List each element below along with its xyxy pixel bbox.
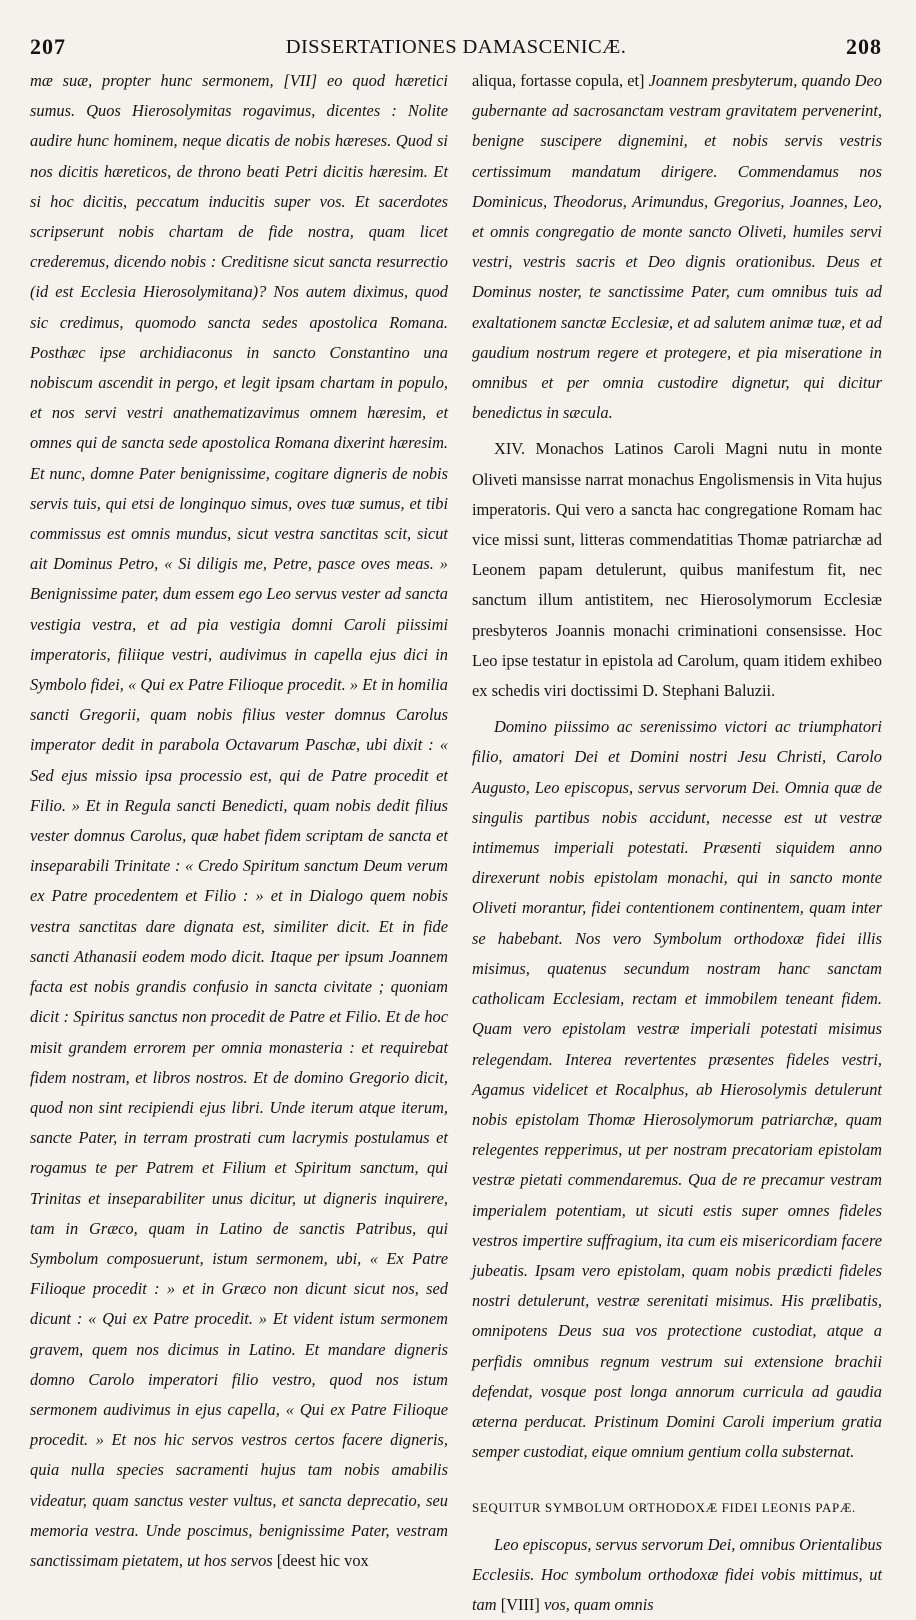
symbolum-paragraph — [472, 1530, 882, 1620]
leo-epistola-paragraph: Domino piissimo ac serenissimo victori ac triumphatori filio, amatori Dei et Domini nostri Jesu Christi, Carolo Augusto, Leo episcopus, servus servorum Dei. Omnia quæ de singulis partibus nobis accidunt, necesse est ut vestræ intimemus imperiali potestati. Præsenti siquidem anno direxerunt nobis epistolam monachi, qui in sancto monte Oliveti morantur, fidei contentionem continentem, quam inter se habebant. Nos vero Symbolum orthodoxæ fidei illis misimus, quatenus secundum nostram hanc sanctam catholicam Ecclesiam, rectam et immobilem teneant fidem. Quam vero epistolam vestræ imperiali potestati misimus relegendam. Interea revertentes præsentes fideles vestri, Agamus videlicet et Rocalphus, ab Hierosolymis detulerunt nobis epistolam Thomæ Hierosolymorum patriarchæ, quam relegentes repperimus, ut per nostram precatoriam epistolam vestræ pietati commendaremus. Qua de re precamur vestram imperialem potentiam, ut sicuti estis super omnes fideles vestros impertire suffragium, ita cum eis misericordiam facere jubeatis. Ipsam vero epistolam, quam nobis prædicti fideles nostri detulerunt, vestræ serenitati misimus. His prælibatis, omnipotens Deus sua vos protectione custodiat, atque a perfidis omnibus regnum vestrum sui extensione brachii defendat, vosque post longa annorum curricula ad gaudia æterna perducat. Pristinum Domini Caroli imperium gratia semper custodiat, eique omnium gentium colla substernat. — [472, 717, 882, 1462]
section-heading: SEQUITUR SYMBOLUM ORTHODOXÆ FIDEI LEONIS PAPÆ. — [472, 1500, 856, 1516]
page-number-left: 207 — [30, 34, 66, 59]
marker-viii: [VIII] — [500, 1594, 540, 1614]
left-paragraph: mæ suæ, propter hunc sermonem, [VII] eo quod hæretici sumus. Quos Hierosolymitas rogavimus, dicentes : Nolite audire hunc hominem, neque dicatis de nobis hæreses. Quod si nos dicitis hæreticos, de throno beati Petri dicitis hæresim. Et si hoc dicitis, peccatum inducitis super vos. Et sacerdotes scripserunt nobis chartam de fide nostra, quam licet crederemus, dicendo nobis : Creditisne sicut sancta resurrectio (id est Ecclesia Hierosolymitana)? Nos autem diximus, quod sic credimus, quomodo sancta sedes apostolica Romana. Posthæc ipse archidiaconus in sancto Constantino una nobiscum ascendit in pergo, et legit ipsam chartam in populo, et nos servi vestri anathematizavimus omnem hæresim, et omnes qui de sancta sede apostolica Romana dixerint hæresim. Et nunc, domne Pater benignissime, cogitare digneris de nobis servis tuis, qui etsi de longinquo simus, oves tuæ sumus, et tibi commissus est omnis mundus, sicut vestra sanctitas scit, sicut ait Dominus Petro, « Si diligis me, Petre, pasce oves meas. » Benignissime pater, dum essem ego Leo servus vester ad sancta vestigia vestra, et ad pia vestigia domni Caroli piissimi imperatoris, filiique vestri, audivimus in capella ejus dici in Symbolo fidei, « Qui ex Patre Filioque procedit. » Et in homilia sancti Gregorii, quam nobis filius vester domnus Carolus imperator dedit in parabola Octavarum Paschæ, ubi dixit : « Sed ejus missio ipsa processio est, qui de Patre procedit et Filio. » Et in Regula sancti Benedicti, quam nobis dedit filius vester domnus Carolus, quæ habet fidem scriptam de sancta et inseparabili Trinitate : « Credo Spiritum sanctum Deum verum ex Patre procedentem et Filio : » et in Dialogo quem nobis vestra sanctitas dare dignata est, similiter dicit. Et in fide sancti Athanasii eodem modo dicit. Itaque per ipsum Joannem facta est nobis grandis confusio in sancta civitate ; quoniam dicit : Spiritus sanctus non procedit de Patre et Filio. Et de hoc misit grandem errorem per omnia monasteria : et requirebat fidem nostram, et libros nostros. Et de domino Gregorio dicit, quod non sint recipiendi ejus libri. Unde iterum atque iterum, sancte Pater, in terram prostrati cum lacrymis postulamus et rogamus te per Patrem et Filium et Spiritum sanctum, qui Trinitas et inseparabiliter unus dicitur, ut digneris inquirere, tam in Græco, quam in Latino de sanctis Patribus, qui Symbolum composuerunt, istum sermonem, ubi, « Ex Patre Filioque procedit : » et in Græco non dicunt sicut nos, sed dicunt : « Qui ex Patre procedit. » Et vident istum sermonem gravem, quem nos dicimus in Latino. Et mandare digneris domno Carolo imperatori filio vestro, quod nos istum sermonem audivimus in ejus capella, « Qui ex Patre Filioque procedit. » Et nos hic servos vestros certos facere digneris, quia nulla species sacramenti hujus tam nobis amabilis videatur, quam sanctus vester vultus, et sancta deprecatio, seu memoria vestra. Unde poscimus, benignissime Pater, vestram sanctissimam pietatem, ut hos servos — [30, 71, 448, 1570]
right-column — [472, 66, 882, 1620]
page-number-right: 208 — [846, 34, 882, 59]
editor-note-start: [deest hic vox — [276, 1550, 369, 1570]
editor-note-end: aliqua, fortasse copula, et] — [472, 71, 645, 90]
symbolum-text: Leo episcopus, servus servorum Dei, omnibus Orientalibus Ecclesiis. Hoc symbolum orthodoxæ fidei vobis mittimus, ut tam — [472, 1534, 882, 1614]
section-xiv-paragraph: XIV. Monachos Latinos Caroli Magni nutu in monte Oliveti mansisse narrat monachus Engolismensis in Vita hujus imperatoris. Qui vero a sancta hac congregatione Romam hac vice missi sunt, litteras commendatitias Thomæ patriarchæ ad Leonem papam detulerunt, quibus manifestum fit, nec sanctum illum antistitem, nec Hierosolymorum Ecclesiæ presbyteros Joannis monachi criminationi consensisse. Hoc Leo ipse testatur in epistola ad Carolum, quam itidem exhibeo ex schedis viri doctissimi D. Stephani Baluzii. — [472, 439, 882, 701]
running-title: DISSERTATIONES DAMASCENICÆ. — [285, 36, 627, 58]
left-column-text — [30, 66, 448, 1576]
symbolum-text-end: vos, quam omnis — [543, 1594, 654, 1614]
left-column — [30, 66, 448, 1576]
letter-continuation-text: Joannem presbyterum, quando Deo gubernante ad sacrosanctam vestram gravitatem pervenerint, benigne suscipere dignemini, et nobis servis vestris certissimum mandatum dirigere. Commendamus nos Dominicus, Theodorus, Arimundus, Gregorius, Joannes, Leo, et omnis congregatio de monte sancto Oliveti, humiles servi vestri, vestris sacris et Deo dignis orationibus. Deus et Dominus noster, te sanctissime Pater, cum omnibus tuis ad exaltationem sanctæ Ecclesiæ, et ad salutem animæ tuæ, et ad gaudium nostrum regere et protegere, et pia miseratione in omnibus et per omnia custodire dignetur, qui dicitur benedictus in sæcula. — [472, 71, 882, 423]
page-header — [30, 30, 882, 64]
letter-continuation — [472, 66, 882, 428]
